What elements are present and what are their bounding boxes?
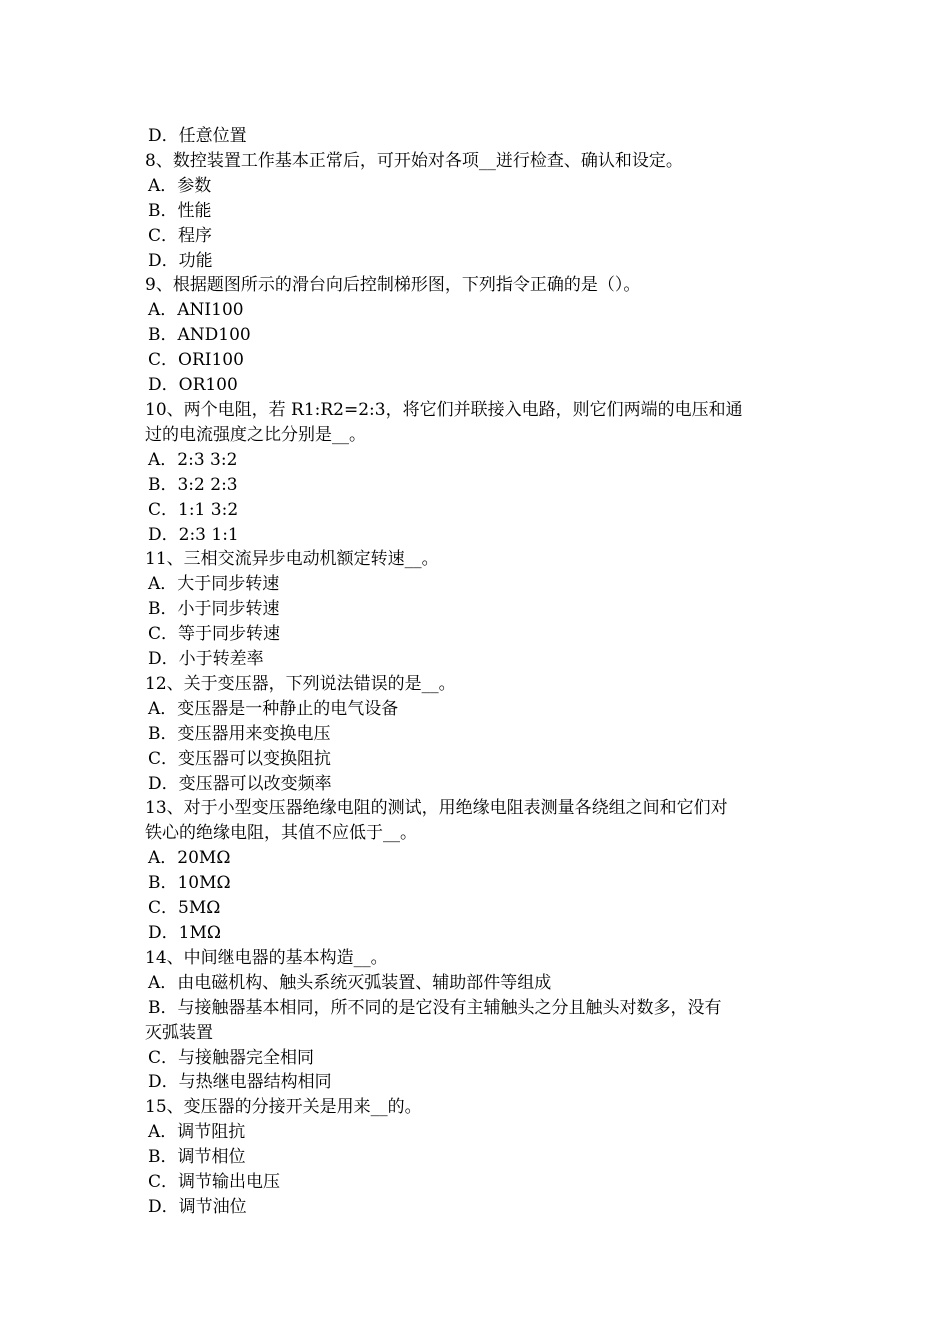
- answer-option: A．20MΩ: [148, 848, 231, 869]
- answer-option: C．与接触器完全相同: [148, 1047, 315, 1068]
- answer-option: D．2:3 1:1: [148, 524, 239, 545]
- answer-option: A．参数: [148, 175, 212, 196]
- answer-option: D．与热继电器结构相同: [148, 1072, 332, 1093]
- answer-option: C．等于同步转速: [148, 624, 281, 645]
- answer-option: C．ORI100: [148, 350, 244, 371]
- answer-option: B．性能: [148, 200, 212, 221]
- answer-option: C．1:1 3:2: [148, 499, 239, 520]
- question-text: 8、数控装置工作基本正常后，可开始对各项__迸行检查、确认和设定。: [145, 150, 683, 171]
- answer-option: D．小于转差率: [148, 649, 264, 670]
- answer-option: A．由电磁机构、触头系统灭弧装置、辅助部件等组成: [148, 972, 552, 993]
- question-text: 13、对于小型变压器绝缘电阻的测试，用绝缘电阻表测量各绕组之间和它们对: [145, 798, 728, 819]
- answer-option: A．2:3 3:2: [148, 449, 238, 470]
- answer-option: A．变压器是一种静止的电气设备: [148, 698, 399, 719]
- question-text: 10、两个电阻，若 R1:R2=2:3，将它们并联接入电路，则它们两端的电压和通: [145, 399, 743, 420]
- question-text: 9、根据题图所示的滑台向后控制梯形图，下列指令正确的是（）。: [145, 275, 641, 296]
- question-text: 15、变压器的分接开关是用来__的。: [145, 1097, 422, 1118]
- question-text: 铁心的绝缘电阻，其值不应低于__。: [145, 823, 417, 844]
- answer-option: B．AND100: [148, 325, 251, 346]
- answer-option: A．大于同步转速: [148, 574, 280, 595]
- answer-option: C．5MΩ: [148, 898, 221, 919]
- answer-option: D．功能: [148, 250, 213, 271]
- answer-option: D．1MΩ: [148, 923, 221, 943]
- question-text: 11、三相交流异步电动机额定转速__。: [145, 549, 439, 570]
- answer-option: D．OR100: [148, 375, 238, 396]
- answer-option: C．调节输出电压: [148, 1172, 281, 1193]
- answer-option: D．变压器可以改变频率: [148, 773, 332, 794]
- answer-option: C．程序: [148, 225, 213, 246]
- question-text: 过的电流强度之比分别是__。: [145, 424, 366, 445]
- answer-option: B．3:2 2:3: [148, 474, 238, 495]
- question-text: 灭弧装置: [145, 1022, 213, 1043]
- answer-option: D．调节油位: [148, 1196, 247, 1217]
- answer-option: B．与接触器基本相同，所不同的是它没有主辅触头之分且触头对数多，没有: [148, 997, 722, 1018]
- document-body: [145, 124, 810, 1220]
- answer-option: B．变压器用来变换电压: [148, 723, 331, 744]
- answer-option: A．ANI100: [148, 300, 244, 321]
- answer-option: B．10MΩ: [148, 873, 231, 894]
- answer-option: A．调节阻抗: [148, 1122, 246, 1143]
- answer-option: D．任意位置: [148, 126, 247, 146]
- question-text: 14、中间继电器的基本构造__。: [145, 947, 388, 968]
- question-text: 12、关于变压器，下列说法错误的是__。: [145, 673, 456, 694]
- answer-option: B．小于同步转速: [148, 599, 280, 620]
- answer-option: C．变压器可以变换阻抗: [148, 748, 332, 769]
- answer-option: B．调节相位: [148, 1147, 246, 1168]
